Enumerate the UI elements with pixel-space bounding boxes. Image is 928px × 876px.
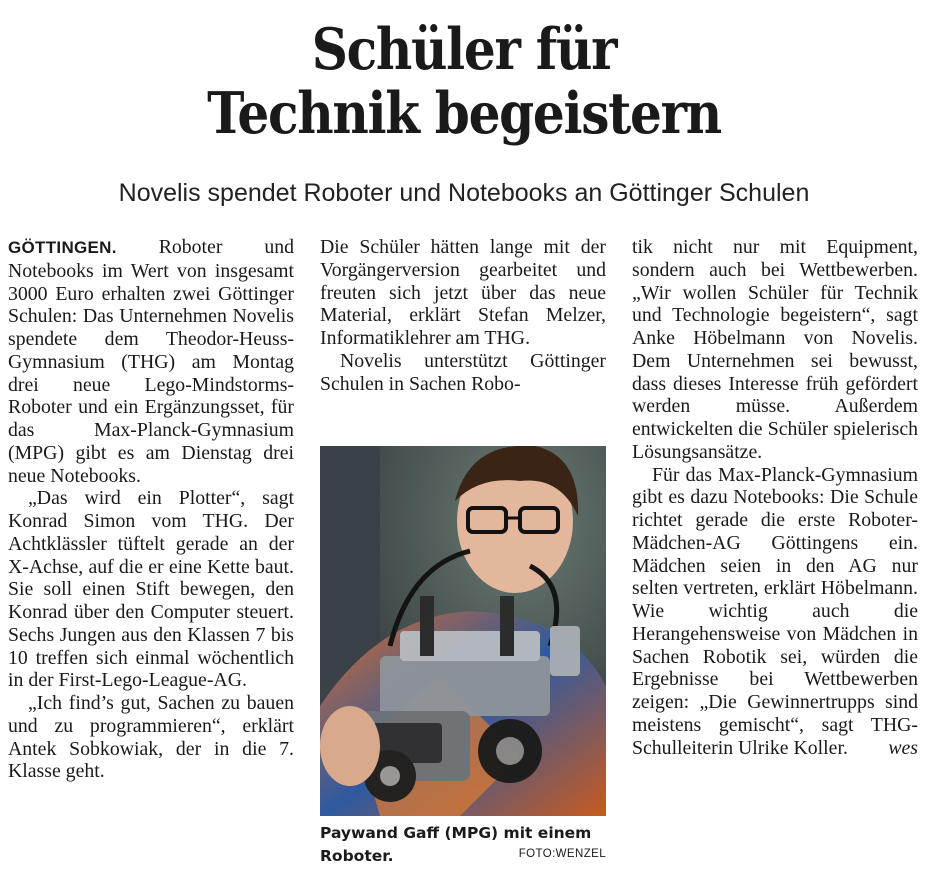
photo-caption bbox=[320, 822, 606, 868]
paragraph-1-text: Roboter und Notebooks im Wert von insgesamt 3000 Euro erhalten zwei Göttinger Schulen: Das Unternehmen Novelis spendete dem Theodor-Heuss-Gymnasium (THG) am Montag drei neue Lego-Mindstorms-Roboter und ein Ergänzungsset, für das Max-Planck-Gymnasium (MPG) gibt es am Dienstag drei neue Notebooks. bbox=[8, 236, 294, 487]
subheadline: Novelis spendet Roboter und Notebooks an Göttinger Schulen bbox=[118, 179, 810, 207]
headline bbox=[56, 18, 873, 146]
photo-credit: FOTO:WENZEL bbox=[518, 848, 606, 860]
article-photo bbox=[320, 446, 606, 816]
article-column-2 bbox=[320, 236, 606, 395]
paragraph-4: Die Schüler hätten lange mit der Vorgängerversion gearbeitet und freuten sich jetzt über das neue Material, erklärt Stefan Melzer, Informatiklehrer am THG. bbox=[320, 236, 606, 349]
paragraph-3: „Ich find’s gut, Sachen zu bauen und zu programmieren“, erklärt Antek Sobkowiak, der in die 7. Klasse geht. bbox=[8, 692, 294, 783]
article-column-3 bbox=[632, 236, 918, 759]
article-column-1 bbox=[8, 236, 294, 783]
paragraph-6 bbox=[632, 464, 918, 760]
paragraph-2: „Das wird ein Plotter“, sagt Konrad Simon vom THG. Der Achtklässler tüftelt gerade an der X-Achse, auf die er eine Kette baut. Sie soll einen Stift bewegen, den Konrad über den Computer steuert. Sechs Jungen aus den Klassen 7 bis 10 treffen sich einmal wöchentlich in der First-Lego-League-AG. bbox=[8, 487, 294, 692]
headline-line-1: Schüler für bbox=[311, 16, 617, 83]
dateline: GÖTTINGEN. bbox=[8, 238, 117, 257]
paragraph-6-text: Für das Max-Planck-Gymnasium gibt es dazu Notebooks: Die Schule richtet gerade die erste Roboter-Mädchen-AG Göttingens ein. Mädchen seien in den AG nur selten vertreten, erklärt Höbelmann. Wie wichtig auch die Herangehensweise von Mädchen in Sachen Robotik sei, würden die Ergebnisse bei Wettbewerben zeigen: „Die Gewinnertrupps sind meistens gemischt“, sagt THG-Schulleiterin Ulrike Koller. bbox=[632, 463, 918, 759]
paragraph-1 bbox=[8, 236, 294, 487]
robot-photo-illustration bbox=[320, 446, 606, 816]
paragraph-5-continued: tik nicht nur mit Equipment, sondern auch bei Wettbewerben. „Wir wollen Schüler für Technik und Technologie begeistern“, sagt Anke Höbelmann von Novelis. Dem Unternehmen sei bewusst, dass dieses Interesse früh gefördert werden müsse. Außerdem entwickelten die Schüler spielerisch Lösungsansätze. bbox=[632, 236, 918, 463]
caption-text: Paywand Gaff (MPG) mit einem Roboter. bbox=[320, 824, 592, 865]
paragraph-5-start: Novelis unterstützt Göttinger Schulen in Sachen Robo- bbox=[320, 349, 606, 395]
author-signature: wes bbox=[888, 736, 918, 759]
headline-line-2: Technik begeistern bbox=[207, 80, 721, 147]
